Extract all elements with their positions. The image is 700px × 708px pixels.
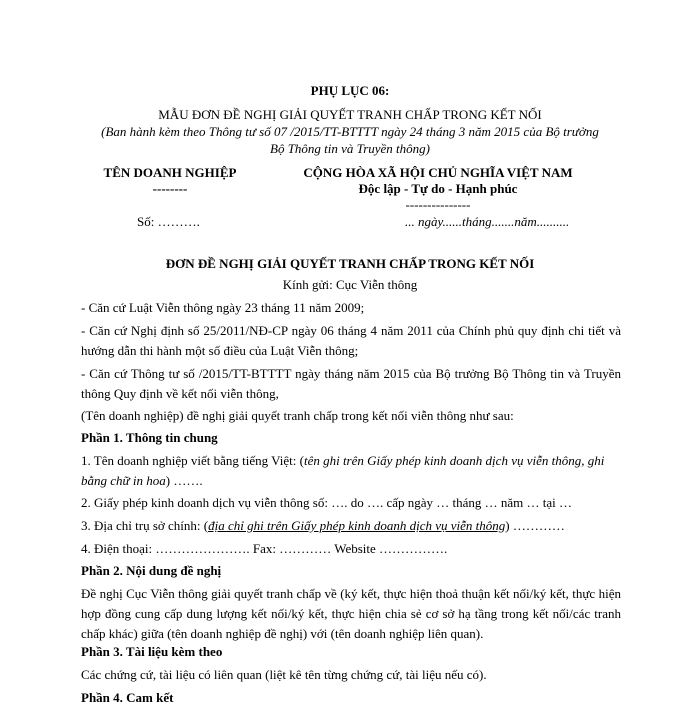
part4-heading: Phần 4. Cam kết	[81, 690, 174, 705]
part3-text: Các chứng cứ, tài liệu có liên quan (liệt kê tên từng chứng cứ, tài liệu nếu có).	[81, 667, 487, 682]
form-title: MẪU ĐƠN ĐỀ NGHỊ GIẢI QUYẾT TRANH CHẤP TRONG KẾT NỐI	[158, 107, 542, 122]
part2-text: Đề nghị Cục Viễn thông giải quyết tranh chấp về (ký kết, thực hiện thoả thuận kết nối/ký kết, thực hiện hợp đồng cung cấp dung lượng kết nối/ký kết, thực hiện chia sẻ cơ sở hạ tầng trong kết nối/các tranh chấp khác) giữa (tên doanh nghiệp đề nghị) với (tên doanh nghiệp liên quan).	[81, 586, 621, 641]
intro-line: (Tên doanh nghiệp) đề nghị giải quyết tranh chấp trong kết nối viễn thông như sau:	[81, 408, 514, 423]
company-name-label: TÊN DOANH NGHIỆP	[103, 165, 237, 180]
recipient-line: Kính gửi: Cục Viễn thông	[282, 277, 418, 292]
part1-item1-prefix: 1. Tên doanh nghiệp viết bằng tiếng Việt: (	[81, 453, 304, 468]
appendix-label: PHỤ LỤC 06:	[310, 83, 390, 98]
republic-title: CỘNG HÒA XÃ HỘI CHỦ NGHĨA VIỆT NAM	[303, 165, 573, 180]
part1-item1-suffix: ) …….	[165, 473, 203, 488]
issued-note-line2: Bộ Thông tin và Truyền thông)	[270, 141, 430, 156]
part1-heading: Phần 1. Thông tin chung	[81, 430, 218, 445]
national-motto: Độc lập - Tự do - Hạnh phúc	[358, 181, 518, 196]
basis-law: - Căn cứ Luật Viễn thông ngày 23 tháng 11 năm 2009;	[81, 300, 365, 315]
part1-item1	[81, 451, 621, 491]
right-divider: ---------------	[405, 197, 471, 212]
date-line: ... ngày......tháng.......năm..........	[405, 214, 570, 229]
issued-note-line1: (Ban hành kèm theo Thông tư số 07 /2015/TT-BTTTT ngày 24 tháng 3 năm 2015 của Bộ trưởng	[101, 124, 599, 139]
part1-item4: 4. Điện thoại: …………………. Fax: ………… Website …………….	[81, 541, 448, 556]
part1-item3-prefix: 3. Địa chỉ trụ sở chính: (	[81, 518, 209, 533]
part1-item2: 2. Giấy phép kinh doanh dịch vụ viễn thông số: …. do …. cấp ngày … tháng … năm … tại …	[81, 495, 573, 510]
part1-item3-suffix: ) …………	[505, 518, 565, 533]
document-number: Số: ……….	[137, 214, 200, 229]
part1-item1-note: tên ghi trên Giấy phép kinh doanh dịch vụ viễn thông, ghi bằng chữ in hoa	[81, 453, 605, 488]
part1-item3	[81, 516, 621, 536]
left-divider: --------	[152, 181, 188, 196]
basis-circular: - Căn cứ Thông tư số /2015/TT-BTTTT ngày tháng năm 2015 của Bộ trưởng Bộ Thông tin và Truyền thông Quy định về kết nối viễn thông,	[81, 366, 621, 401]
part2-heading: Phần 2. Nội dung đề nghị	[81, 563, 222, 578]
part3-heading: Phần 3. Tài liệu kèm theo	[81, 644, 223, 659]
document-title: ĐƠN ĐỀ NGHỊ GIẢI QUYẾT TRANH CHẤP TRONG KẾT NỐI	[165, 256, 535, 271]
part1-item3-note: địa chỉ ghi trên Giấy phép kinh doanh dịch vụ viễn thông	[208, 518, 506, 533]
basis-decree: - Căn cứ Nghị định số 25/2011/NĐ-CP ngày 06 tháng 4 năm 2011 của Chính phủ quy định chi tiết và hướng dẫn thi hành một số điều của Luật Viễn thông;	[81, 323, 621, 358]
